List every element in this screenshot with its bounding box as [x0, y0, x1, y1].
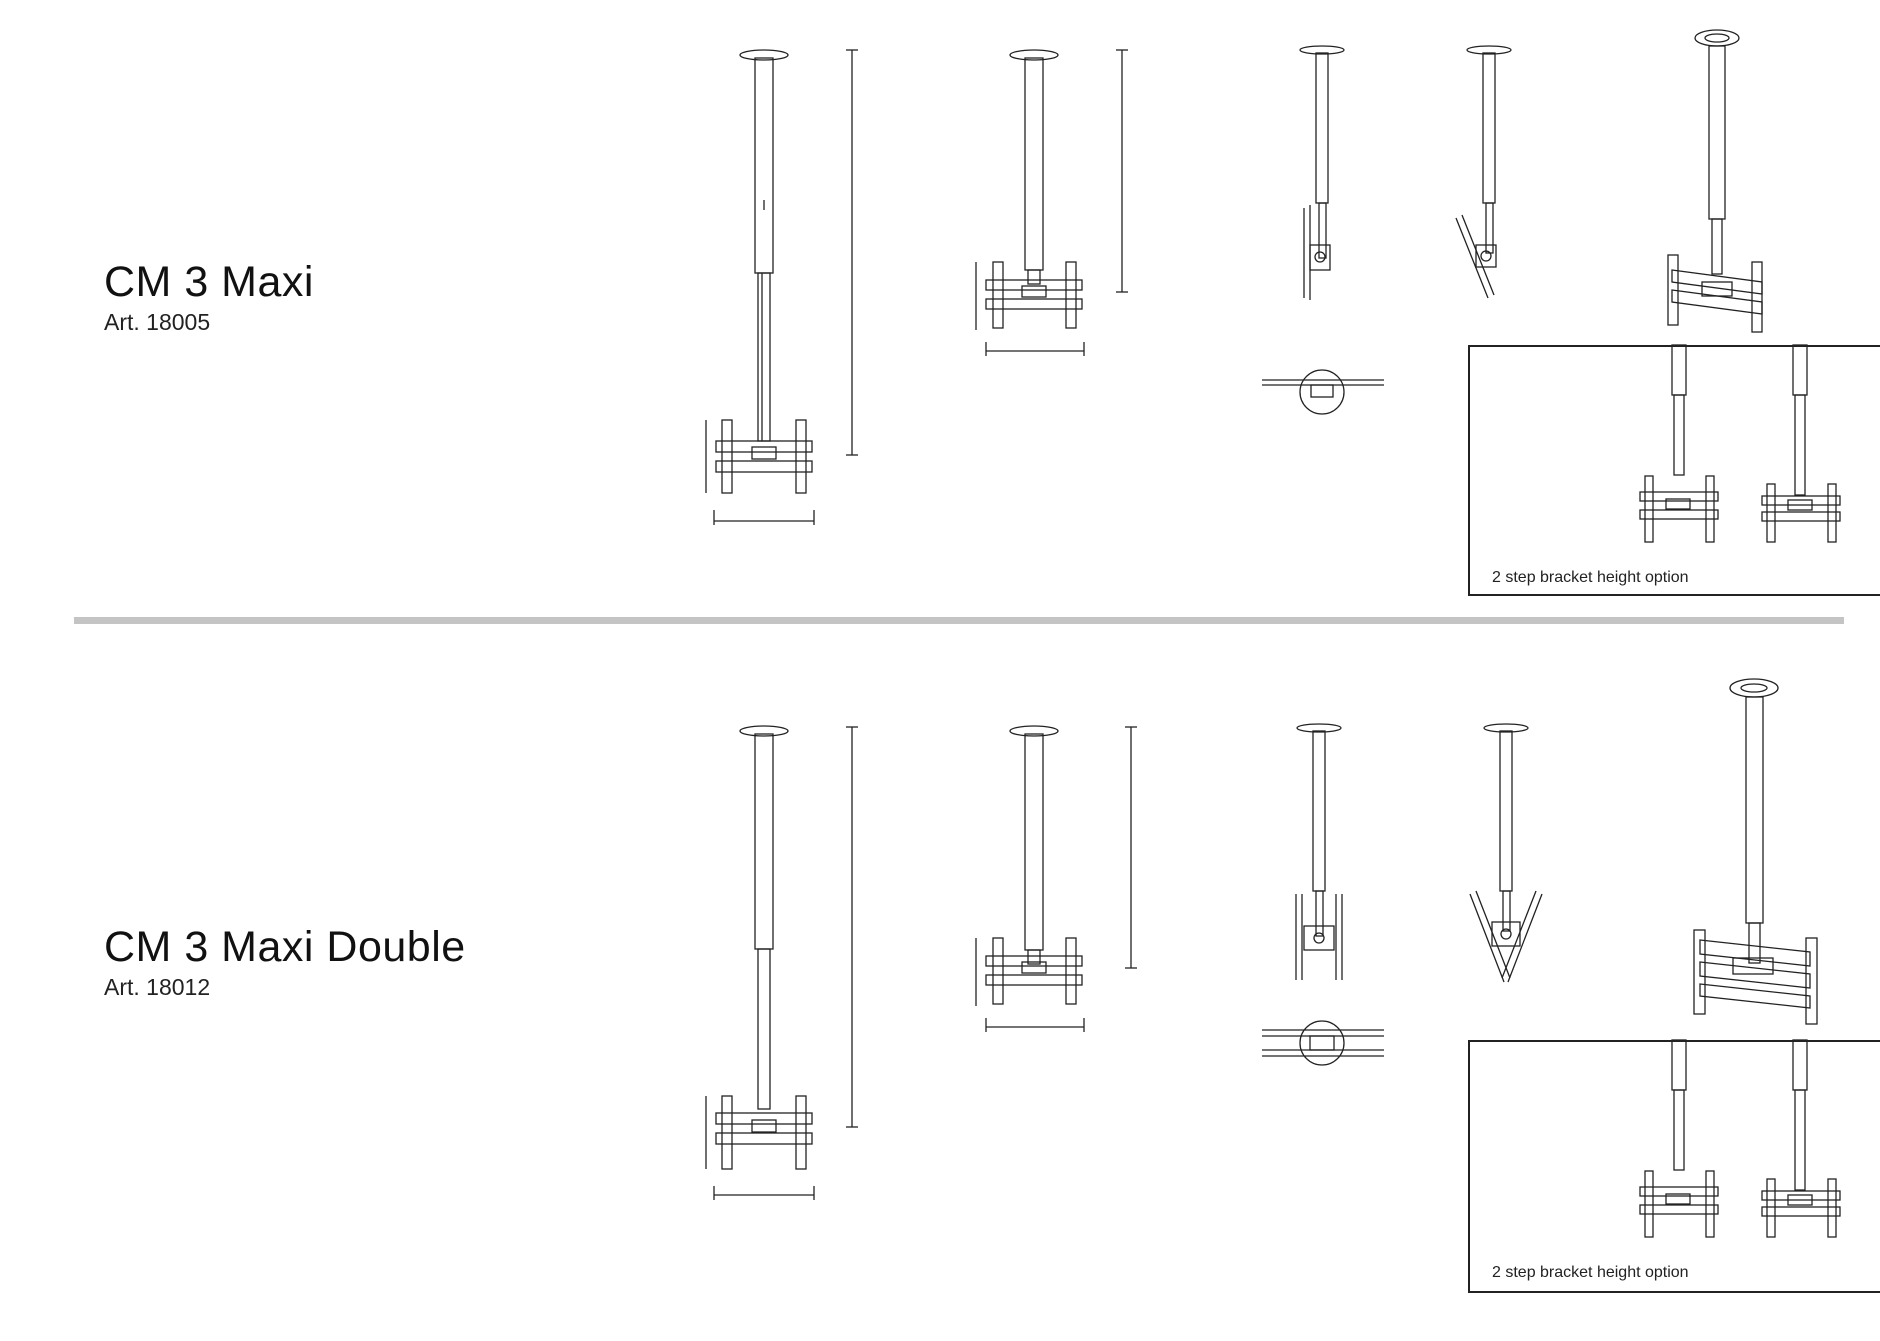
- article-number: Art. 18005: [104, 309, 211, 335]
- isometric-view-double: [1694, 679, 1817, 1024]
- article-number-double: Art. 18012: [104, 974, 211, 1000]
- top-view: [1262, 370, 1384, 414]
- bracket-option-label: 2 step bracket height option: [1492, 569, 1689, 586]
- product-title: CM 3 Maxi: [104, 258, 314, 306]
- side-view: [1300, 46, 1344, 300]
- product-title-double: CM 3 Maxi Double: [104, 923, 466, 971]
- side-view-double: [1296, 724, 1342, 980]
- bracket-option-drawings: [1640, 345, 1840, 542]
- bracket-option-label-double: 2 step bracket height option: [1492, 1264, 1689, 1281]
- tall-front-view: [706, 50, 858, 525]
- top-view-double: [1262, 1021, 1384, 1065]
- tall-front-view-double: [706, 726, 858, 1200]
- tilted-side-view: [1456, 46, 1511, 298]
- bracket-option-drawings-double: [1640, 1040, 1840, 1237]
- short-front-view: [976, 50, 1128, 356]
- isometric-view: [1668, 30, 1762, 332]
- short-front-view-double: [976, 726, 1137, 1032]
- tilted-side-view-double: [1470, 724, 1542, 982]
